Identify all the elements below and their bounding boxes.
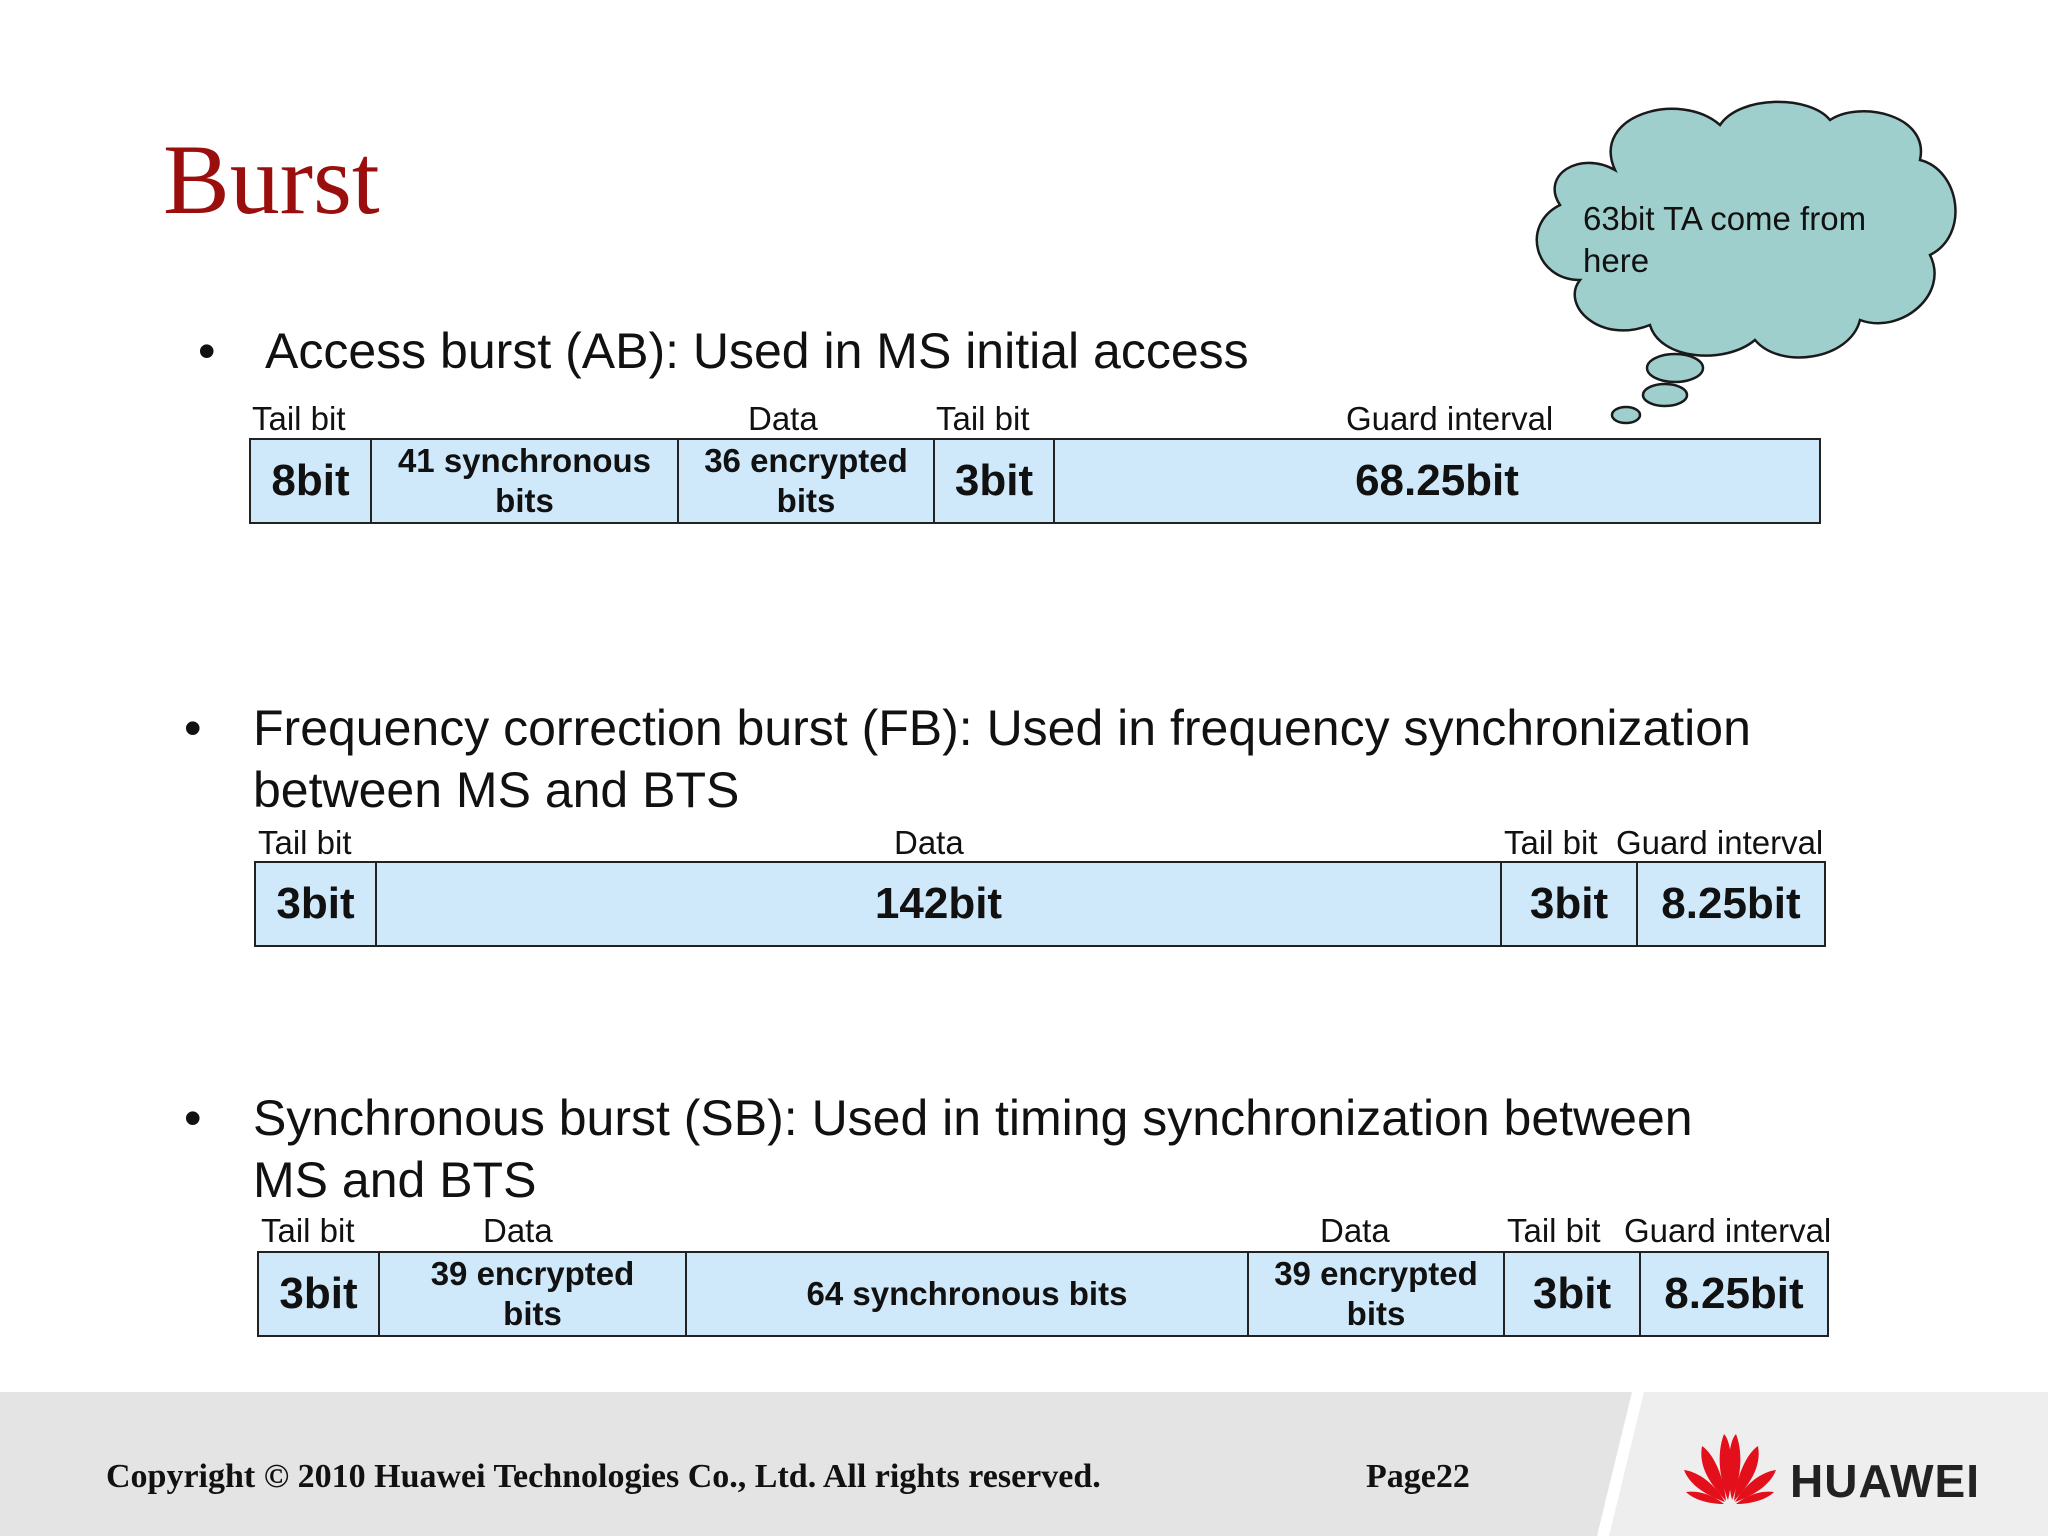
field-label-guard-interval: Guard interval [1624, 1212, 1832, 1249]
field-label-data: Data [1320, 1212, 1390, 1249]
synchronous-burst-bullet [184, 1087, 1693, 1211]
field-label-guard-interval: Guard interval [1616, 824, 1824, 861]
synchronous-burst-bar [257, 1251, 1829, 1337]
field-label-tail-bit: Tail bit [1504, 824, 1598, 861]
page-number: Page22 [1366, 1458, 1470, 1495]
burst-cell-guard: 8.25bit [1664, 1269, 1804, 1318]
burst-cell-data: 39 encrypted bits [1249, 1253, 1505, 1335]
field-label-tail-bit: Tail bit [936, 400, 1030, 437]
burst-cell-data: 142bit [377, 863, 1502, 945]
burst-cell-data: 64 synchronous bits [687, 1253, 1249, 1335]
burst-cell-tail: 8bit [251, 440, 372, 522]
access-burst-bar [249, 438, 1821, 524]
burst-cell-guard: 68.25bit [1355, 456, 1519, 505]
bullet-dot: • [184, 700, 202, 756]
bullet-text-line2: between MS and BTS [253, 762, 740, 818]
bullet-text-line2: MS and BTS [253, 1152, 537, 1208]
field-label-guard-interval: Guard interval [1346, 400, 1554, 437]
slide-title: Burst [163, 124, 380, 235]
burst-cell-tail: 3bit [256, 863, 377, 945]
bullet-dot: • [198, 323, 216, 379]
field-label-tail-bit: Tail bit [1507, 1212, 1601, 1249]
field-label-data: Data [483, 1212, 553, 1249]
bullet-text-line1: Frequency correction burst (FB): Used in frequency synchronization [253, 700, 1751, 756]
bullet-text-line1: Synchronous burst (SB): Used in timing synchronization between [253, 1090, 1693, 1146]
burst-cell-tail: 3bit [935, 440, 1055, 522]
field-label-tail-bit: Tail bit [261, 1212, 355, 1249]
callout-line2: here [1583, 242, 1650, 279]
frequency-burst-bullet [184, 697, 1751, 821]
access-burst-bullet [198, 320, 1249, 382]
burst-cell-data: 36 encrypted bits [679, 440, 935, 522]
field-label-tail-bit: Tail bit [258, 824, 352, 861]
huawei-petal-logo-icon [1680, 1430, 1780, 1506]
frequency-burst-bar [254, 861, 1826, 947]
burst-cell-tail: 3bit [1505, 1253, 1641, 1335]
copyright-text: Copyright © 2010 Huawei Technologies Co., Ltd. All rights reserved. [106, 1458, 1101, 1495]
huawei-wordmark: HUAWEI [1790, 1455, 1980, 1507]
bullet-text: Access burst (AB): Used in MS initial access [265, 323, 1249, 379]
bullet-dot: • [184, 1090, 202, 1146]
callout-text [1583, 198, 1903, 282]
burst-cell-tail: 3bit [259, 1253, 380, 1335]
field-label-data: Data [748, 400, 818, 437]
field-label-data: Data [894, 824, 964, 861]
burst-cell-data: 41 synchronous bits [372, 440, 679, 522]
burst-cell-data: 39 encrypted bits [380, 1253, 687, 1335]
burst-cell-tail: 3bit [1502, 863, 1638, 945]
field-label-tail-bit: Tail bit [252, 400, 346, 437]
callout-line1: 63bit TA come from [1583, 200, 1867, 237]
burst-cell-guard: 8.25bit [1661, 879, 1801, 928]
